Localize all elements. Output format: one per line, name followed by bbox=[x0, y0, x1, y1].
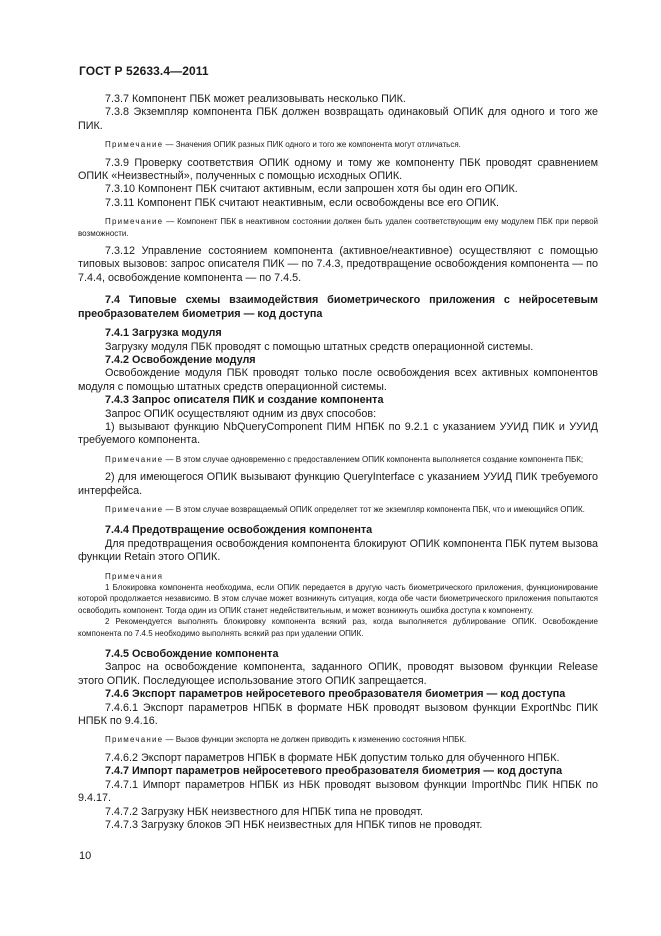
subsection-heading-7-4-6: 7.4.6 Экспорт параметров нейросетевого преобразователя биометрия — код доступа bbox=[105, 688, 566, 701]
note bbox=[78, 734, 598, 745]
paragraph-7-3-9: 7.3.9 Проверку соответствия ОПИК одному и тому же компоненту ПБК проводят сравнением ОПИК «Неизвестный», полученных с помощью исходных ОПИК. bbox=[78, 156, 598, 183]
list-item: 2) для имеющегося ОПИК вызывают функцию QueryInterface с указанием УУИД ПИК требуемого интерфейса. bbox=[78, 471, 598, 497]
list-item: 1) вызывают функцию NbQueryComponent ПИМ НПБК по 9.2.1 с указанием УУИД ПИК и УУИД требуемого компонента. bbox=[78, 420, 598, 447]
paragraph-7-4-7-2: 7.4.7.2 Загрузку НБК неизвестного для НПБК типа не проводят. bbox=[105, 805, 424, 818]
note bbox=[78, 504, 598, 515]
paragraph: Запрос ОПИК осуществляют одним из двух способов: bbox=[105, 407, 377, 420]
paragraph: Освобождение модуля ПБК проводят только после освобождения всех активных компонентов модуля с помощью штатных средств операционной системы. bbox=[78, 367, 598, 393]
note bbox=[78, 139, 598, 150]
note-heading: Примечание bbox=[105, 140, 164, 150]
note-heading: Примечание bbox=[105, 454, 164, 464]
paragraph-7-3-10: 7.3.10 Компонент ПБК считают активным, если запрошен хотя бы один его ОПИК. bbox=[105, 183, 518, 196]
subsection-heading-7-4-7: 7.4.7 Импорт параметров нейросетевого преобразователя биометрия — код доступа bbox=[105, 765, 563, 778]
note-item: 1 Блокировка компонента необходима, если ОПИК передается в другую часть биометрического приложения, функционирование которой продолжается независимо. В этом случае может возникнуть ситуация, когда обе части биометрического приложения попытаются освободить компонент. Тогда один из ОПИК станет недействительным, и может возникнуть ошибка доступа к компоненту. bbox=[78, 583, 598, 615]
subsection-heading-7-4-1: 7.4.1 Загрузка модуля bbox=[105, 327, 222, 340]
note-heading: Примечания bbox=[105, 571, 164, 581]
paragraph: Запрос на освобождение компонента, заданного ОПИК, проводят вызовом функции Release этого ОПИК. Последующее использование этого ОПИК запрещается. bbox=[78, 661, 598, 687]
note bbox=[78, 216, 598, 239]
note-heading: Примечание bbox=[105, 735, 164, 745]
subsection-heading-7-4-4: 7.4.4 Предотвращение освобождения компонента bbox=[105, 524, 373, 537]
note-text: — В этом случае возвращаемый ОПИК определяет тот же экземпляр компонента ПБК, что и имеющийся ОПИК. bbox=[163, 504, 585, 514]
paragraph: Загрузку модуля ПБК проводят с помощью штатных средств операционной системы. bbox=[105, 340, 534, 353]
note-text: — В этом случае одновременно с предоставлением ОПИК компонента выполняется создание компонента ПБК; bbox=[163, 454, 584, 464]
subsection-heading-7-4-2: 7.4.2 Освобождение модуля bbox=[105, 353, 256, 366]
paragraph-7-4-7-3: 7.4.7.3 Загрузку блоков ЭП НБК неизвестных для НПБК типов не проводят. bbox=[105, 818, 483, 831]
paragraph-7-4-7-1: 7.4.7.1 Импорт параметров НПБК из НБК проводят вызовом функции ImportNbc ПИК НПБК по 9.4.17. bbox=[78, 778, 598, 805]
note-item: 2 Рекомендуется выполнять блокировку компонента всякий раз, когда выполняется дублирование ОПИК. Освобождение компонента по 7.4.5 необходимо выполнять всякий раз при удалении ОПИК. bbox=[78, 617, 598, 638]
paragraph-7-3-7: 7.3.7 Компонент ПБК может реализовывать несколько ПИК. bbox=[105, 93, 406, 105]
note bbox=[78, 454, 598, 465]
paragraph-7-3-12: 7.3.12 Управление состоянием компонента (активное/неактивное) осуществляют с помощью типовых вызовов: запрос описателя ПИК — по 7.4.3, предотвращение освобождения компонента — по 7.4.4, освобождение компонента — по 7.4.5. bbox=[78, 245, 598, 284]
note-text: — Вызов функции экспорта не должен приводить к изменению состояния НПБК. bbox=[163, 735, 467, 745]
note-text: — Компонент ПБК в неактивном состоянии должен быть удален соответствующим ему модулем ПБК при первой возможности. bbox=[78, 217, 598, 238]
note-text: — Значения ОПИК разных ПИК одного и того же компонента могут отличаться. bbox=[163, 140, 461, 150]
paragraph: Для предотвращения освобождения компонента блокируют ОПИК компонента ПБК путем вызова функции Retain этого ОПИК. bbox=[78, 537, 598, 564]
paragraph-7-4-6-2: 7.4.6.2 Экспорт параметров НПБК в формате НБК допустим только для обученного НПБК. bbox=[105, 751, 560, 764]
document-body bbox=[78, 93, 598, 832]
subsection-heading-7-4-5: 7.4.5 Освобождение компонента bbox=[105, 648, 279, 661]
paragraph-7-3-11: 7.3.11 Компонент ПБК считают неактивным, если освобождены все его ОПИК. bbox=[105, 196, 500, 209]
subsection-heading-7-4-3: 7.4.3 Запрос описателя ПИК и создание компонента bbox=[105, 394, 384, 407]
document-header: ГОСТ Р 52633.4—2011 bbox=[79, 64, 209, 78]
note-heading: Примечание bbox=[105, 217, 164, 227]
section-heading-7-4: 7.4 Типовые схемы взаимодействия биометрического приложения с нейросетевым преобразователем биометрия — код доступа bbox=[78, 294, 598, 320]
note-heading: Примечание bbox=[105, 504, 164, 514]
notes-heading bbox=[78, 571, 598, 582]
paragraph-7-3-8: 7.3.8 Экземпляр компонента ПБК должен возвращать одинаковый ОПИК для одного и того же ПИК. bbox=[78, 106, 598, 132]
page-number: 10 bbox=[79, 850, 92, 862]
paragraph-7-4-6-1: 7.4.6.1 Экспорт параметров НПБК в формате НБК проводят вызовом функции ExportNbc ПИК НПБК по 9.4.16. bbox=[78, 701, 598, 728]
